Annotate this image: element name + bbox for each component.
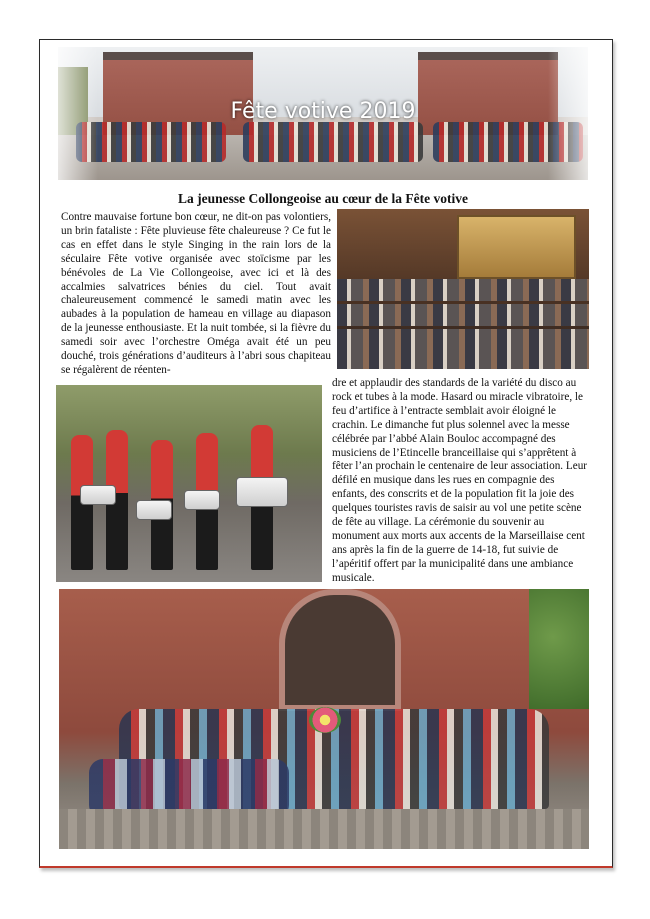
banner-title: Fête votive 2019 (230, 99, 416, 124)
banner-photo (58, 47, 588, 180)
article-text-column-2: dre et applaudir des standards de la variété du disco au rock et tubes à la mode. Hasard ou miracle vibratoire, le feu d’artifice à l’entracte semblait avoir éloigné le crachin. Le dimanche fut plus solennel avec la messe célébrée par l’abbé Alain Bouloc accompagné des musiciens de l’Etincelle branceillaise qui s’apprêtent à fêter l’an prochain le centenaire de leur association. Leur défilé en musique dans les rues en compagnie des enfants, des conscrits et de la population fit la joie des quelques touristes ravis de saisir au vol une petite scène de fête au village. La cérémonie du souvenir au monument aux morts aux accents de la Marseillaise cent ans après la fin de la guerre de 14-18, fut suivie de l’apéritif offert par la municipalité dans une ambiance musicale. (332, 377, 588, 584)
marching-band-photo (56, 385, 322, 582)
article-headline: La jeunesse Collongeoise au cœur de la Fête votive (178, 191, 468, 206)
article-text-column-1: Contre mauvaise fortune bon cœur, ne dit-on pas volontiers, un brin fataliste : Fête pluvieuse fête chaleureuse ? Ce fut le cas en effet dans le style Singing in the rain lors de la séculaire Fête votive organisée avec stoïcisme par les bénévoles de La Vie Collongeoise, avec ici et là des accalmies salvatrices bénies du ciel. Tout avait chaleureusement commencé le samedi matin avec les aubades à la population de hameau en village au diapason de la jeunesse enthousiaste. Et la nuit tombée, si la fièvre du samedi soir avec l’orchestre Oméga avait été un peu douché, trois générations d’auditeurs à l’abri sous chapiteau se régalèrent de réenten- (61, 211, 331, 376)
church-mass-photo (337, 209, 589, 369)
group-photo (59, 589, 589, 849)
